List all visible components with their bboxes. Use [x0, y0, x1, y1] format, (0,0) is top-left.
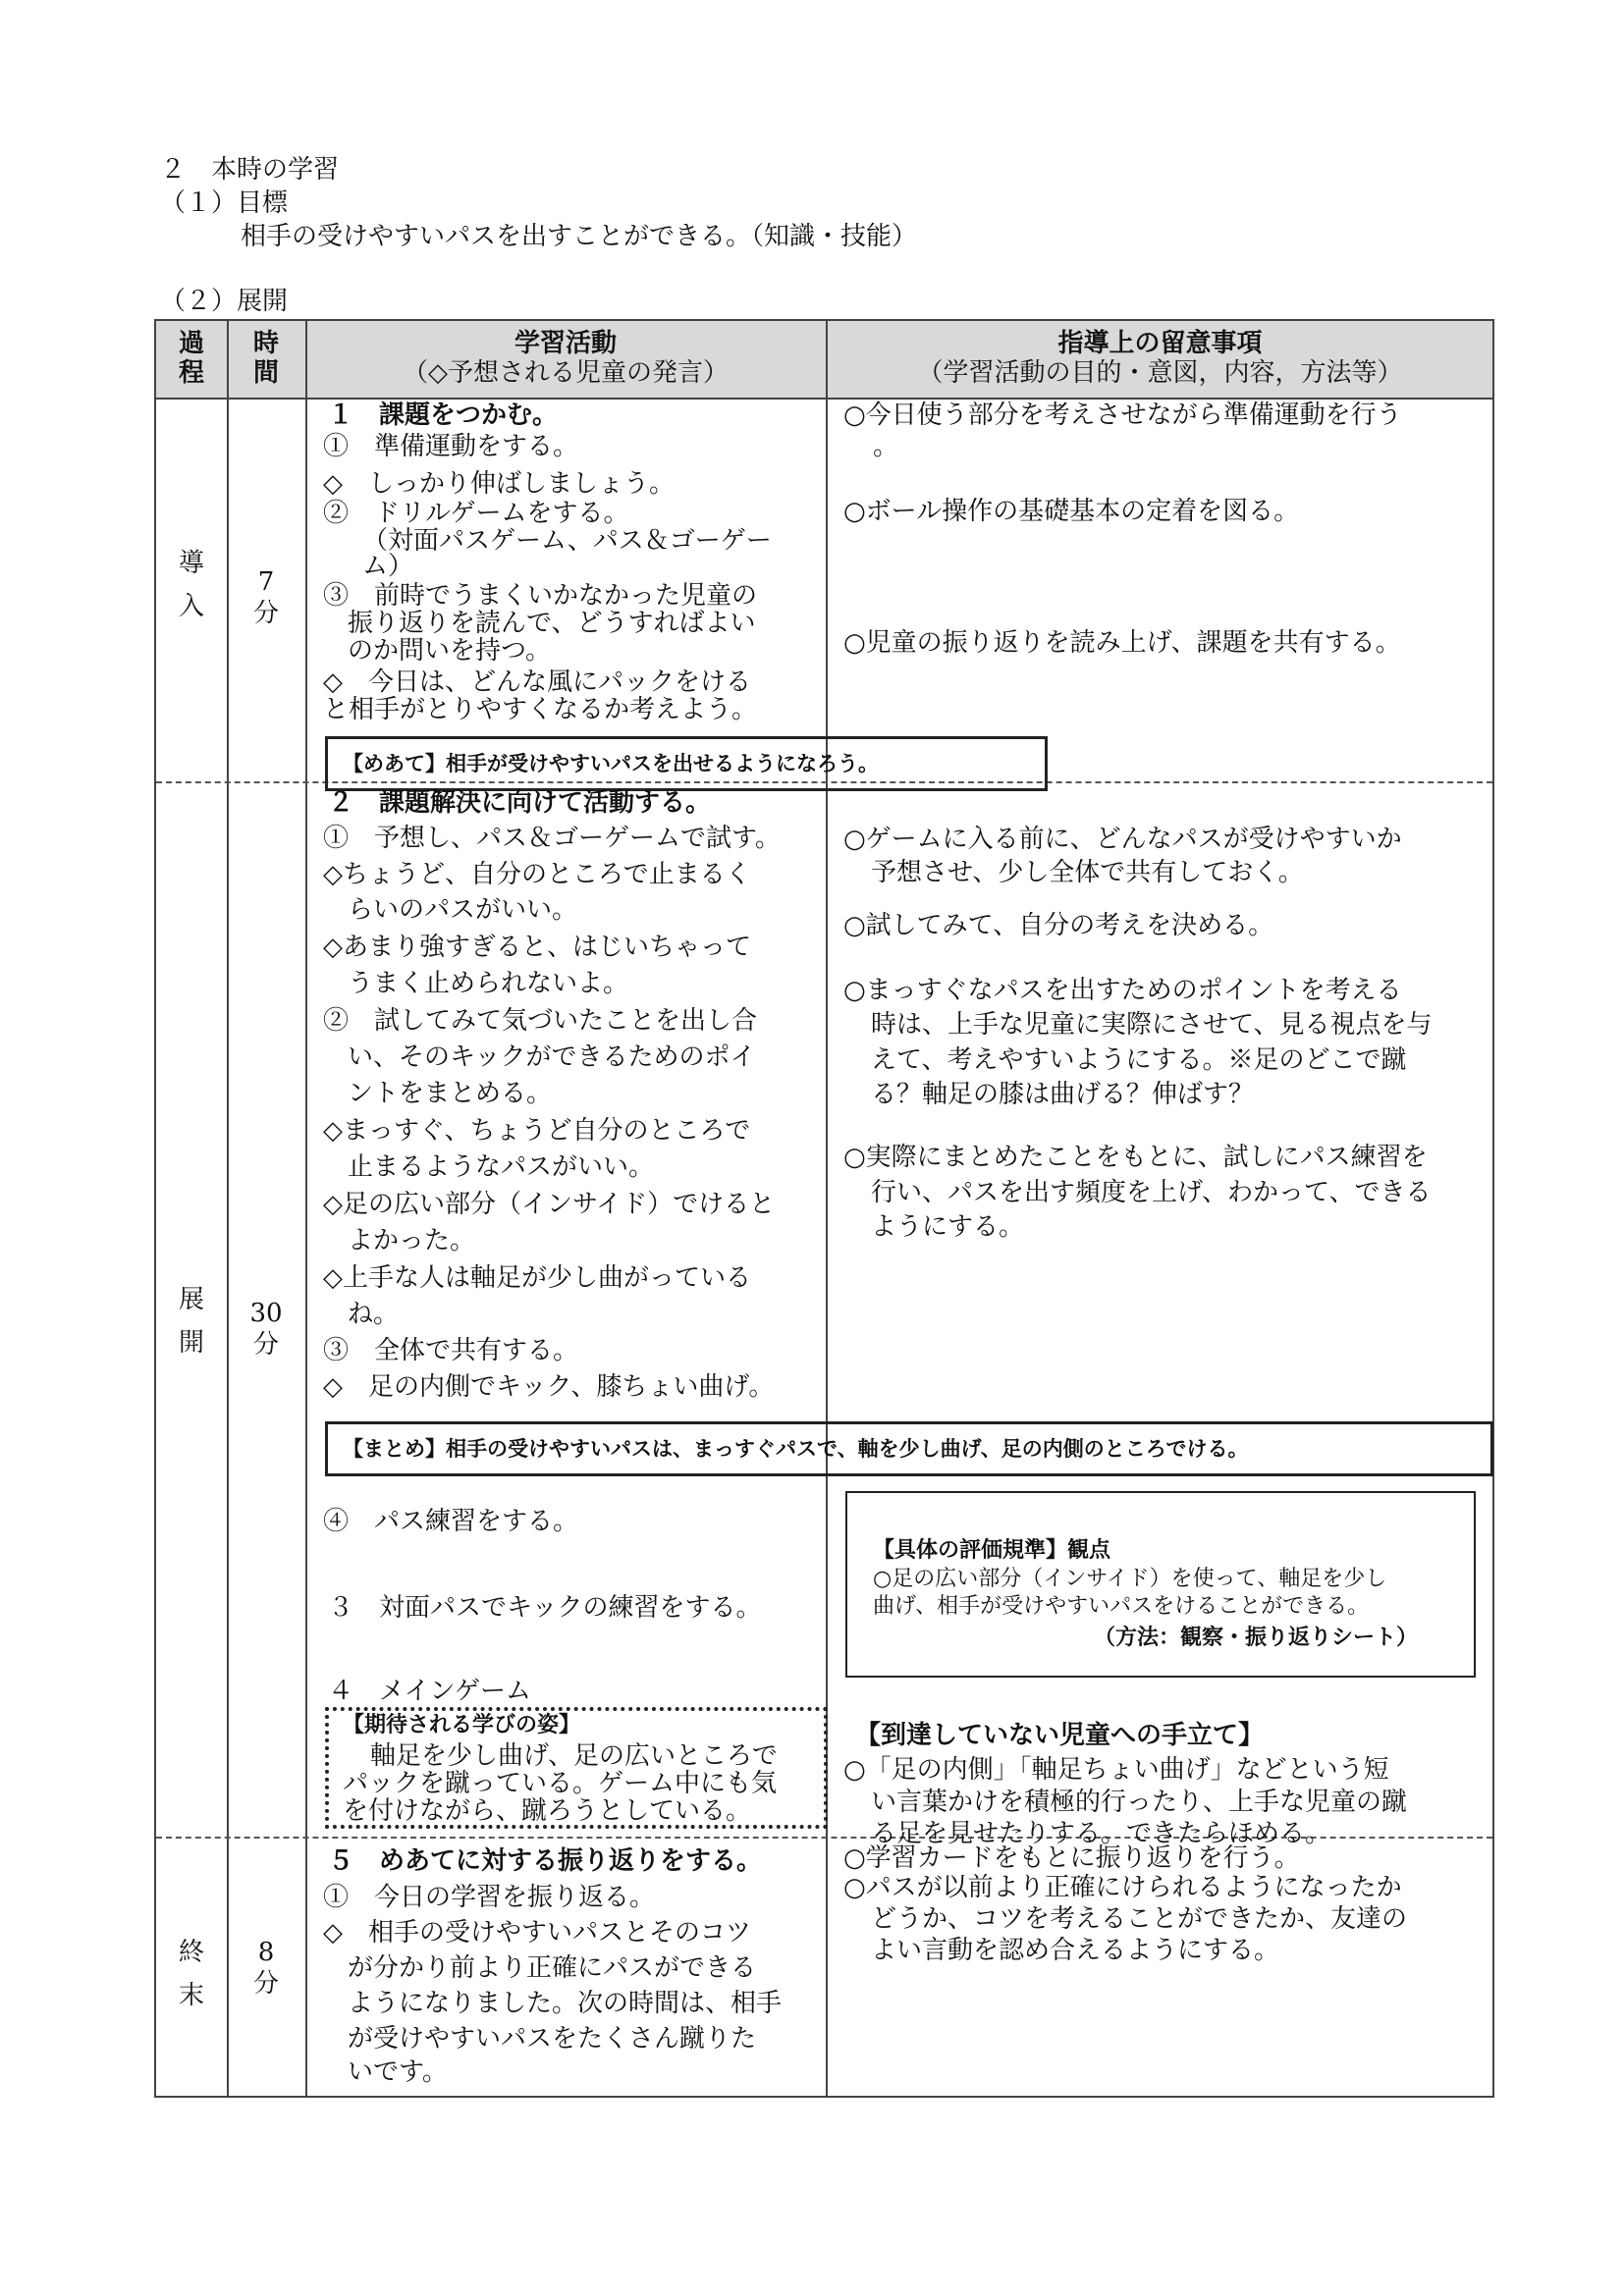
- section-heading: ２ 本時の学習: [160, 155, 340, 185]
- lesson-plan-table: [154, 319, 1494, 2098]
- closing-note-4: よい言動を認め合えるようにする。: [871, 1936, 1280, 1965]
- expected-title: 【期待される学びの姿】: [343, 1713, 581, 1737]
- develop-note-5: 時は、上手な児童に実際にさせて、見る視点を与: [871, 1010, 1433, 1040]
- intro-activity-7: ③ 前時でうまくいかなかった児童の: [323, 581, 758, 611]
- criteria-title: 【具体の評価規準】観点: [873, 1538, 1111, 1563]
- develop-note-4: ○まっすぐなパスを出すためのポイントを考える: [843, 976, 1402, 1005]
- intro-activity-5: （対面パスゲーム、パス＆ゴーゲー: [362, 526, 772, 556]
- develop-activity-10: ◇まっすぐ、ちょうど自分のところで: [323, 1116, 751, 1146]
- header-time: 時 間: [252, 329, 279, 388]
- intro-activity-6: ム）: [362, 552, 414, 581]
- closing-activity-7: いです。: [348, 2057, 448, 2087]
- meate-text: 【めあて】相手が受けやすいパスを出せるようになろう。: [343, 752, 879, 775]
- support-title: 【到達していない児童への手立て】: [855, 1721, 1265, 1750]
- develop-activity-11: 止まるようなパスがいい。: [348, 1152, 655, 1182]
- support-line-3: る足を見せたりする。できたらほめる。: [871, 1819, 1331, 1848]
- develop-activity-5: ◇あまり強すぎると、はじいちゃって: [323, 933, 751, 962]
- develop-phase: 展 開: [178, 1285, 204, 1358]
- develop-activity-9: ントをまとめる。: [348, 1079, 553, 1108]
- develop-note-3: ○試してみて、自分の考えを決める。: [843, 911, 1274, 940]
- develop-note-7: る？軸足の膝は曲げる？伸ばす？: [871, 1080, 1255, 1109]
- develop-note-2: 予想させ、少し全体で共有しておく。: [871, 858, 1304, 887]
- criteria-line-2: 曲げ、相手が受けやすいパスをけることができる。: [873, 1594, 1370, 1619]
- develop-activity-16: ③ 全体で共有する。: [323, 1336, 579, 1365]
- develop-note-10: ようにする。: [871, 1212, 1025, 1242]
- develop-activity-17: ◇ 足の内側でキック、膝ちょい曲げ。: [323, 1372, 775, 1402]
- closing-activity-3: ◇ 相手の受けやすいパスとそのコツ: [323, 1918, 751, 1948]
- develop-activity2-1: ④ パス練習をする。: [323, 1507, 579, 1536]
- expected-line-2: パックを蹴っている。ゲーム中にも気: [343, 1769, 778, 1798]
- closing-time: 8 分: [252, 1938, 279, 1999]
- goal-label: （１）目標: [160, 188, 289, 218]
- criteria-method: （方法：観察・振り返りシート）: [1094, 1626, 1419, 1650]
- header-activity: 学習活動 （◇予想される児童の発言）: [403, 329, 729, 388]
- intro-activity-2: ① 準備運動をする。: [323, 432, 579, 461]
- develop-activity-15: ね。: [348, 1300, 400, 1329]
- header-notes: 指導上の留意事項 （学習活動の目的・意図，内容，方法等）: [917, 329, 1403, 388]
- intro-activity-8: 振り返りを読んで、どうすればよい: [348, 609, 756, 638]
- intro-note-3: ○児童の振り返りを読み上げ、課題を共有する。: [843, 628, 1401, 658]
- intro-note-1: ○今日使う部分を考えさせながら準備運動を行う: [843, 400, 1402, 430]
- develop-activity-13: よかった。: [348, 1226, 476, 1255]
- develop-activity-2: ① 予想し、パス＆ゴーゲームで試す。: [323, 824, 781, 853]
- intro-activity-4: ② ドリルゲームをする。: [323, 499, 629, 528]
- matome-text: 【まとめ】相手の受けやすいパスは、まっすぐパスで、軸を少し曲げ、足の内側のところでける。: [343, 1437, 1249, 1461]
- development-label: （２）展開: [160, 287, 289, 316]
- develop-activity-1: ２ 課題解決に向けて活動する。: [328, 788, 712, 818]
- develop-note-9: 行い、パスを出す頻度を上げ、わかって、できる: [871, 1178, 1432, 1207]
- develop-time: 30 分: [249, 1299, 283, 1360]
- closing-activity-4: が分かり前より正確にパスができる: [348, 1953, 757, 1983]
- intro-time: 7 分: [252, 567, 279, 628]
- intro-activity-11: と相手がとりやすくなるか考えよう。: [323, 695, 758, 724]
- intro-activity-3: ◇ しっかり伸ばしましょう。: [323, 469, 675, 499]
- support-line-1: ○「足の内側」「軸足ちょい曲げ」などという短: [843, 1755, 1389, 1785]
- develop-activity-3: ◇ちょうど、自分のところで止まるく: [323, 860, 751, 889]
- closing-note-3: どうか、コツを考えることができたか、友達の: [871, 1904, 1408, 1934]
- intro-note-1b: 。: [873, 432, 899, 461]
- closing-phase: 終 末: [178, 1938, 204, 2010]
- develop-activity-8: い、そのキックができるためのポイ: [348, 1042, 756, 1072]
- develop-note-8: ○実際にまとめたことをもとに、試しにパス練習を: [843, 1143, 1428, 1172]
- header-process: 過 程: [178, 329, 204, 388]
- develop-note-6: えて、考えやすいようにする。※足のどこで蹴: [871, 1045, 1407, 1075]
- develop-activity2-2: ３ 対面パスでキックの練習をする。: [328, 1593, 762, 1623]
- support-line-2: い言葉かけを積極的行ったり、上手な児童の蹴: [871, 1788, 1408, 1817]
- closing-activity-2: ① 今日の学習を振り返る。: [323, 1883, 656, 1912]
- develop-activity-6: うまく止められないよ。: [348, 969, 629, 998]
- develop-activity2-3: ４ メインゲーム: [328, 1677, 531, 1706]
- expected-line-1: 軸足を少し曲げ、足の広いところで: [370, 1741, 778, 1771]
- goal-text: 相手の受けやすいパスを出すことができる。（知識・技能）: [241, 222, 918, 251]
- intro-phase: 導 入: [178, 549, 204, 621]
- develop-activity-4: らいのパスがいい。: [348, 895, 578, 925]
- closing-activity-5: ようになりました。次の時間は、相手: [348, 1989, 783, 2018]
- intro-note-2: ○ボール操作の基礎基本の定着を図る。: [843, 497, 1300, 526]
- develop-note-1: ○ゲームに入る前に、どんなパスが受けやすいか: [843, 825, 1402, 854]
- closing-activity-6: が受けやすいパスをたくさん蹴りた: [348, 2024, 757, 2054]
- develop-activity-12: ◇足の広い部分（インサイド）でけると: [323, 1190, 776, 1219]
- expected-line-3: を付けながら、蹴ろうとしている。: [343, 1796, 752, 1826]
- intro-activity-1: １ 課題をつかむ。: [328, 400, 559, 430]
- develop-activity-7: ② 試してみて気づいたことを出し合: [323, 1006, 758, 1036]
- intro-activity-9: のか問いを持つ。: [348, 636, 551, 666]
- closing-activity-1: ５ めあてに対する振り返りをする。: [328, 1846, 763, 1876]
- intro-activity-10: ◇ 今日は、どんな風にパックをける: [323, 667, 751, 697]
- closing-note-1: ○学習カードをもとに振り返りを行う。: [843, 1843, 1300, 1873]
- closing-note-2: ○パスが以前より正確にけられるようになったか: [843, 1873, 1402, 1902]
- develop-activity-14: ◇上手な人は軸足が少し曲がっている: [323, 1263, 751, 1293]
- criteria-line-1: ○足の広い部分（インサイド）を使って、軸足を少し: [873, 1567, 1387, 1591]
